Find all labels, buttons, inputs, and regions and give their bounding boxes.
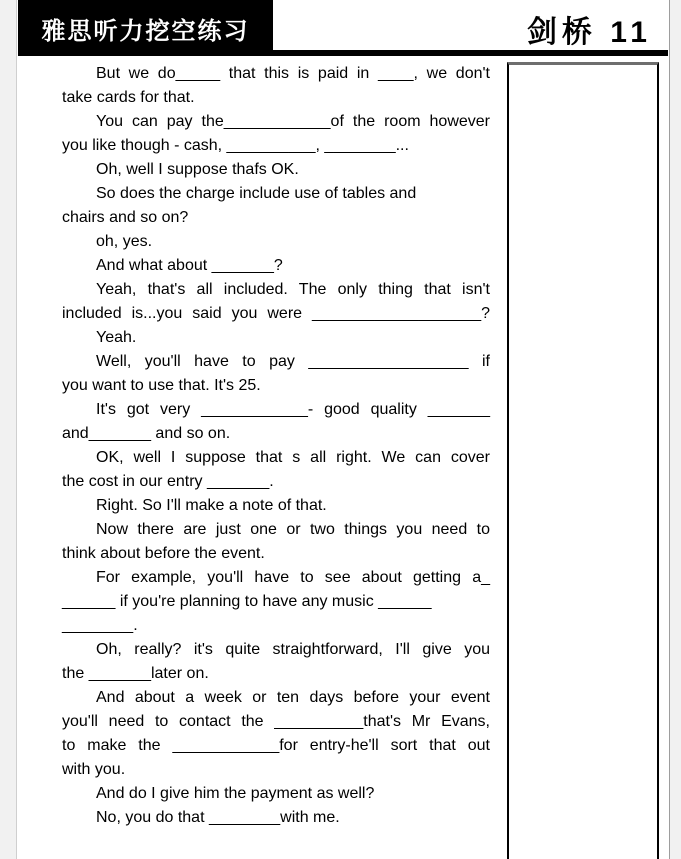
transcript-line: included is...you said you were ___________________? — [62, 305, 490, 322]
transcript-line: And about a week or ten days before your event — [96, 689, 490, 706]
transcript — [62, 62, 490, 830]
book-edition-label: 剑桥 11 — [526, 16, 652, 49]
transcript-line: For example, you'll have to see about getting a_ — [96, 569, 490, 586]
transcript-line: the cost in our entry _______. — [62, 473, 274, 490]
transcript-line: you like though - cash, __________, ________... — [62, 137, 409, 154]
header-title-box — [18, 0, 273, 56]
transcript-line: You can pay the____________of the room however — [96, 113, 490, 130]
transcript-line: ______ if you're planning to have any music ______ — [62, 593, 432, 610]
transcript-line: think about before the event. — [62, 545, 265, 562]
transcript-line: Yeah. — [96, 329, 137, 346]
transcript-line: No, you do that ________with me. — [96, 809, 340, 826]
transcript-line: Oh, well I suppose thafs OK. — [96, 161, 299, 178]
transcript-line: oh, yes. — [96, 233, 153, 250]
transcript-line: ________. — [62, 617, 138, 634]
transcript-line: It's got very ____________- good quality _______ — [96, 401, 490, 418]
transcript-line: And what about _______? — [96, 257, 283, 274]
transcript-line: And do I give him the payment as well? — [96, 785, 375, 802]
transcript-line: the _______later on. — [62, 665, 209, 682]
transcript-line: Now there are just one or two things you need to — [96, 521, 490, 538]
transcript-line: Well, you'll have to pay __________________ if — [96, 353, 490, 370]
transcript-line: with you. — [62, 761, 126, 778]
transcript-line: Right. So I'll make a note of that. — [96, 497, 327, 514]
transcript-line: take cards for that. — [62, 89, 195, 106]
transcript-line: to make the ____________for entry-he'll sort that out — [62, 737, 490, 754]
right-gutter — [669, 0, 681, 859]
transcript-line: chairs and so on? — [62, 209, 189, 226]
transcript-line: you want to use that. It's 25. — [62, 377, 261, 394]
transcript-line: But we do_____ that this is paid in ____, we don't — [96, 65, 490, 82]
notes-box — [507, 62, 659, 859]
transcript-line: and_______ and so on. — [62, 425, 231, 442]
transcript-line: you'll need to contact the __________that's Mr Evans, — [62, 713, 490, 730]
transcript-line: So does the charge include use of tables and — [96, 185, 417, 202]
transcript-line: Yeah, that's all included. The only thing that isn't — [96, 281, 490, 298]
transcript-line: OK, well I suppose that s all right. We can cover — [96, 449, 490, 466]
left-gutter — [0, 0, 17, 859]
transcript-line: Oh, really? it's quite straightforward, I'll give you — [96, 641, 490, 658]
worksheet-title: 雅思听力挖空练习 — [41, 17, 250, 45]
